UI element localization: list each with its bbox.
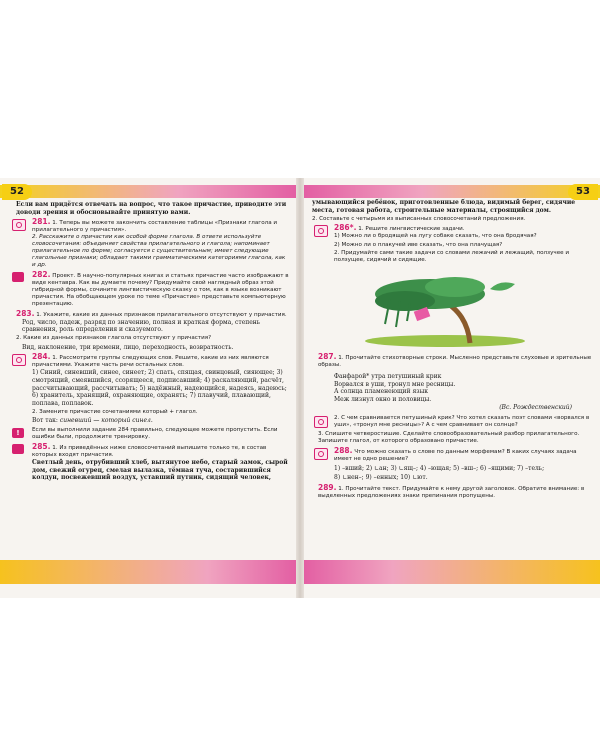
exercise-task: 1. Теперь вы можете закончить составление таблицы «Признаки глагола и прилагательного у причастия».: [32, 219, 278, 233]
header-band-right: [304, 185, 600, 198]
willow-tree-icon: [360, 269, 530, 349]
morpheme-list: 1) –вший; 2) ∟ан; 3) ∟ящ–; 4) –ющая; 5) –вш–; 6) –ящими; 7) –тель;: [334, 464, 545, 472]
exercise-289: [312, 484, 592, 500]
page-number-left: 52: [2, 184, 32, 200]
exercise-task: 1. Укажите, какие из данных признаков прилагательного отсутствуют у причастия.: [36, 311, 287, 318]
exercise-task: 2. Придумайте сами такие задачи со словами лежачий и лежащий, ползучее и ползущее, сидячий и сидящие.: [334, 250, 569, 264]
exercise-task: 1. Прочитайте стихотворные строки. Мысленно представьте слуховые и зрительные образы.: [318, 355, 592, 369]
exercise-285: [10, 443, 290, 482]
left-page: [10, 201, 290, 484]
exercise-281: [10, 218, 290, 269]
exercise-task: 1. Прочитайте текст. Придумайте к нему другой заголовок. Обратите внимание: в выделенных предложениях знаки препинания пропущены.: [318, 485, 585, 499]
morpheme-list: 8) ∟нен–; 9) –енных; 10) ∟ют.: [334, 474, 428, 482]
magnifier-icon: [12, 354, 26, 366]
question: 1) Можно ли о бродящей на лугу собаке сказать, что она бродячая?: [334, 233, 537, 240]
header-band-left: [0, 185, 296, 198]
magnifier-icon: [12, 219, 26, 231]
exercise-task: Что можно сказать о слове по данным морфемам? В каких случаях задача имеет не одно решение?: [334, 448, 577, 462]
exercise-task: 2. Расскажите о причастии как особой форме глагола. В ответе используйте словосочетания: объединяет свойства прилагательного и глагола; напоминает прилагательное по форме; согласуется с существительным; имеет следующие глагольные признаки; обладает такими грамматическими категориями глагола, как и др.: [32, 233, 286, 268]
page-gutter: [296, 178, 304, 598]
exercise-number: 284.: [32, 352, 51, 362]
exercise-task: 1. Из приведённых ниже словосочетаний выпишите только те, в состав которых входят причастия.: [32, 445, 267, 459]
exercise-282: [10, 271, 290, 308]
poem: [334, 373, 592, 411]
feature-list: Вид, наклонение, три времени, лицо, переходность, возвратность.: [22, 343, 234, 351]
phrase-list: Светлый день, отрубивший хлеб, вытянутое небо, старый замок, сырой дом, свежий огурец, смелая вылазка, тёмная туча, состарившийся колдун, посвежевший воздух, уставший путник, сидящий человек,: [32, 459, 288, 482]
poem-line: А солнца пламенеющий язык: [334, 388, 429, 396]
example-text: синевший — который синел.: [59, 417, 153, 425]
magnifier-icon: [314, 416, 328, 428]
question: 2) Можно ли о плакучей иве сказать, что она плачущая?: [334, 241, 503, 248]
exercise-number: 288.: [334, 445, 353, 455]
exercise-task: 2. С чем сравнивается петушиный крик? Что хотел сказать поэт словами «ворвался в уши», «тронул мне ресницы»? А с чем сравнивает он солнце?: [334, 415, 590, 429]
exercise-task: Проект. В научно-популярных книгах и статьях причастие часто изображают в виде кентавра. Как вы думаете почему? Придумайте свой наглядный образ этой гибридной формы, сочините лингвистическую сказку о том, как в языке возникают причастия. На обобщающем уроке по теме «Причастие» представьте компьютерную презентацию.: [32, 272, 289, 307]
exercise-283: [10, 310, 290, 352]
exercise-task: 2. Замените причастие сочетаниями который + глагол.: [32, 408, 198, 415]
intro-text: Если вам придётся отвечать на вопрос, что такое причастие, приводите эти доводи зрения и обосновывайте принятую вами.: [16, 201, 287, 216]
exercise-number: 287.: [318, 352, 337, 362]
poem-line: Ворвался в уши, тронул мне ресницы.: [334, 380, 456, 388]
exercise-286: [312, 224, 592, 264]
exercise-number: 282.: [32, 269, 51, 279]
exercise-288: [312, 447, 592, 482]
exercise-number: 281.: [32, 216, 51, 226]
exercise-task: 2. Какие из данных признаков глагола отсутствуют у причастия?: [16, 335, 212, 342]
note-text: Если вы выполнили задание 284 правильно, следующее можете пропустить. Если ошибки были, продолжите тренировку.: [32, 427, 278, 441]
poem-line: Фанфарой* утра петушиный крик: [334, 373, 442, 381]
feature-list: Род, число, падеж, разряд по значению, полная и краткая форма, степень сравнения, роль определения и сказуемого.: [22, 318, 261, 334]
exercise-284: [10, 353, 290, 425]
poem-line: Меж лизнул окно и половицы.: [334, 395, 432, 403]
magnifier-icon: [314, 225, 328, 237]
word-groups: 1) Синий, синевший, синее, синеет; 2) спать, спящая, свинцовый, сияющее; 3) смотрящий, смеявшийся, ссорящееся, подписавший; 4) раскаляющий, расчёт, рассчитывающий, рассчитывать; 5) надёжный, надеющийся, надеясь, надеюсь; 6) хранитель, хранящий, охраняющие, охранять; 7) плавучий, плавающий, поплава, поплавок.: [32, 369, 287, 407]
exercise-287: [312, 353, 592, 411]
poem-author: (Вс. Рождественский): [499, 403, 572, 411]
book-icon: [12, 444, 24, 454]
exercise-number: 286*.: [334, 223, 357, 233]
exclamation-icon: !: [12, 428, 24, 438]
footer-band-right: [304, 560, 600, 584]
exercise-task: 3. Спишите четверостишие. Сделайте словообразовательный разбор прилагательного. Запишите глагол, от которого образовано причастие.: [318, 431, 580, 445]
exercise-task: 2. Составьте с четырьмя из выписанных словосочетаний предложения.: [312, 215, 526, 222]
exercise-287-task2: [312, 415, 592, 429]
exercise-number: 283.: [16, 308, 35, 318]
page-number-right: 53: [568, 184, 598, 200]
group-work-icon: [12, 272, 24, 282]
exercise-task: 1. Рассмотрите группы следующих слов. Решите, какие из них являются причастиями. Укажите часть речи остальных слов.: [32, 355, 269, 369]
footer-band-left: [0, 560, 296, 584]
note-block: [10, 427, 290, 441]
example-label: Вот так:: [32, 417, 58, 425]
right-page: [312, 201, 592, 502]
exercise-number: 289.: [318, 482, 337, 492]
continued-text: умывающийся ребёнок, приготовленные блюда, видимый берег, сидячие места, готовая работа, строительные материалы, строящийся дом.: [312, 199, 576, 214]
magnifier-icon: [314, 448, 328, 460]
exercise-number: 285.: [32, 442, 51, 452]
tree-illustration: [360, 269, 530, 349]
exercise-task: 1. Решите лингвистические задачи.: [358, 226, 465, 233]
